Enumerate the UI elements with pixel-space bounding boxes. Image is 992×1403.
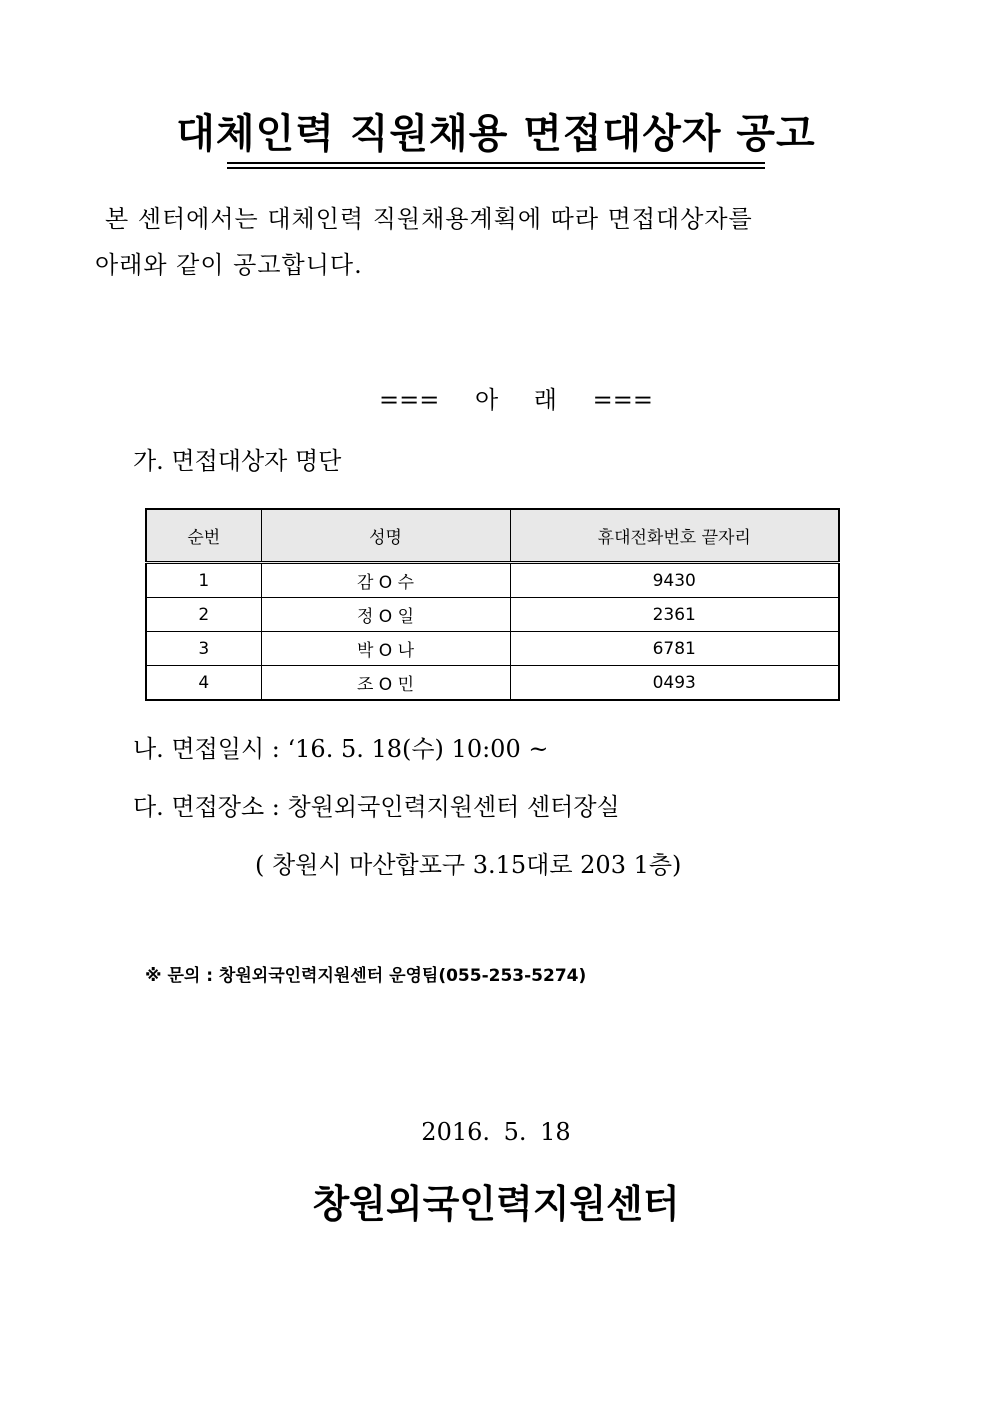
header-phone: 휴대전화번호 끝자리 xyxy=(510,509,839,563)
cell-name: 박 O 나 xyxy=(261,632,510,666)
below-heading: === 아 래 === xyxy=(379,386,653,414)
document-title: 대체인력 직원채용 면접대상자 공고 xyxy=(176,111,816,157)
cell-no: 1 xyxy=(146,563,261,598)
cell-phone: 9430 xyxy=(510,563,839,598)
cell-name: 조 O 민 xyxy=(261,666,510,701)
cell-no: 2 xyxy=(146,598,261,632)
inquiry-note: ※ 문의 : 창원외국인력지원센터 운영팀(055-253-5274) xyxy=(145,966,587,986)
cell-phone: 6781 xyxy=(510,632,839,666)
table-row xyxy=(146,632,839,666)
cell-phone: 2361 xyxy=(510,598,839,632)
table-row xyxy=(146,598,839,632)
title-underline-bottom xyxy=(227,167,765,169)
interviewee-table xyxy=(145,508,840,701)
table-row xyxy=(146,666,839,701)
table-header-row xyxy=(146,509,839,563)
header-name: 성명 xyxy=(261,509,510,563)
section-c-interview-place: 다. 면접장소 : 창원외국인력지원센터 센터장실 xyxy=(133,793,620,821)
cell-name: 감 O 수 xyxy=(261,563,510,598)
section-a-label: 가. 면접대상자 명단 xyxy=(133,447,342,475)
cell-no: 3 xyxy=(146,632,261,666)
place-address: ( 창원시 마산합포구 3.15대로 203 1층) xyxy=(255,851,682,879)
header-no: 순번 xyxy=(146,509,261,563)
table-row xyxy=(146,563,839,598)
cell-name: 정 O 일 xyxy=(261,598,510,632)
section-b-interview-datetime: 나. 면접일시 : ‘16. 5. 18(수) 10:00 ~ xyxy=(133,735,549,763)
organization-name: 창원외국인력지원센터 xyxy=(312,1182,680,1226)
cell-no: 4 xyxy=(146,666,261,701)
intro-line-1: 본 센터에서는 대체인력 직원채용계획에 따라 면접대상자를 xyxy=(105,205,753,233)
title-underline-top xyxy=(227,162,765,164)
notice-date: 2016. 5. 18 xyxy=(421,1118,571,1146)
cell-phone: 0493 xyxy=(510,666,839,701)
intro-line-2: 아래와 같이 공고합니다. xyxy=(95,251,363,279)
